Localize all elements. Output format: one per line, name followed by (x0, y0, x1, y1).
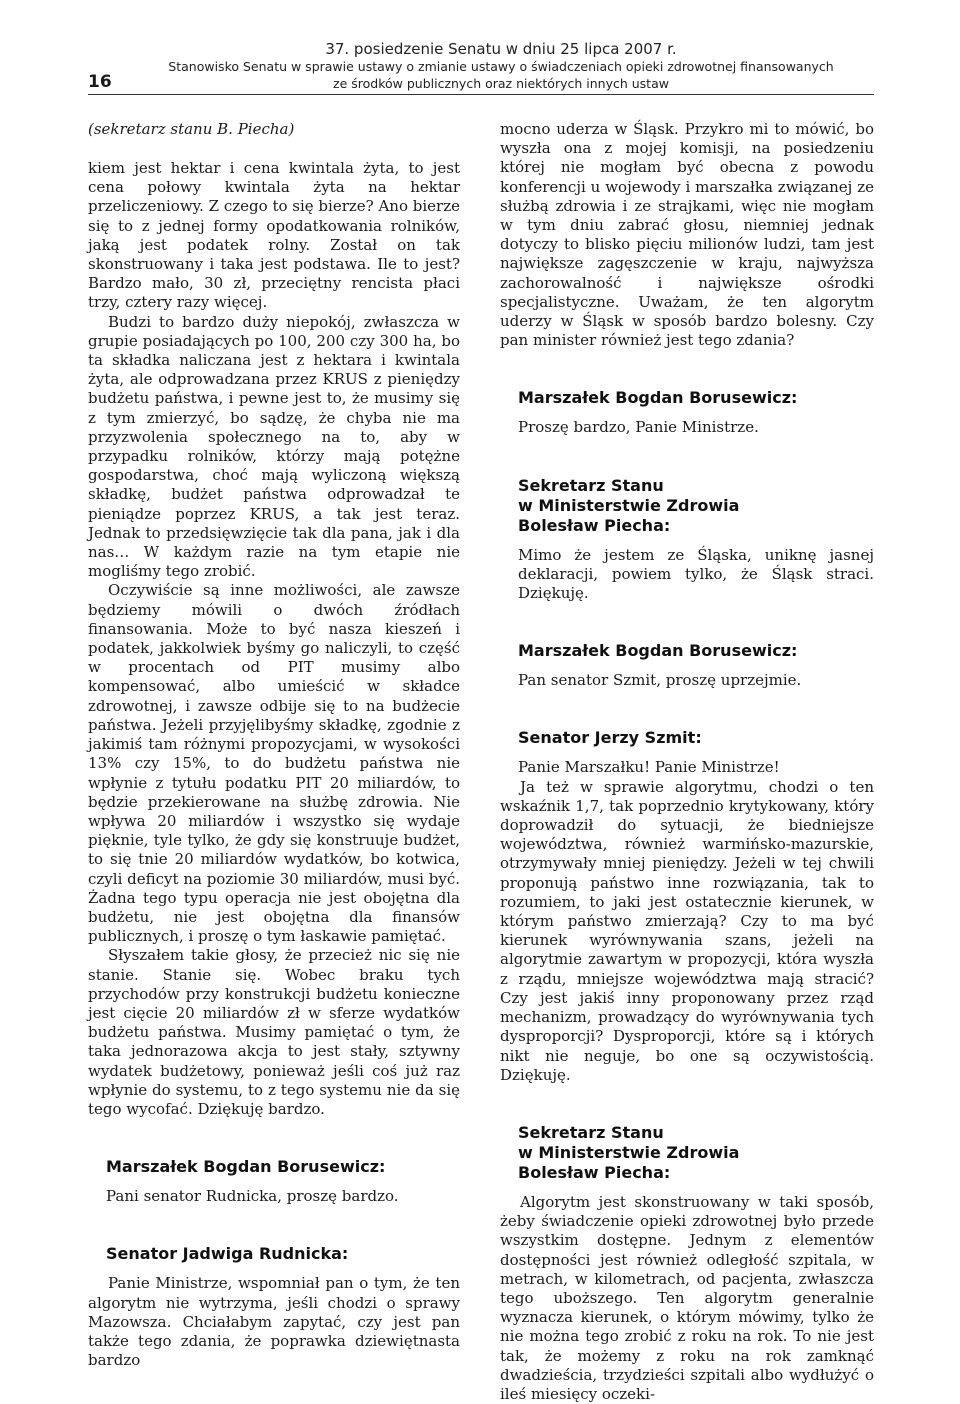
speaker-heading (518, 1123, 874, 1183)
left-column (88, 120, 460, 1370)
right-column (500, 120, 874, 1404)
speaker-heading: Marszałek Bogdan Borusewicz: (518, 388, 798, 408)
page-header (88, 40, 874, 95)
speaker-title-line: Sekretarz Stanu (518, 1122, 664, 1142)
speech-text: Algorytm jest skonstruowany w taki sposób, żeby świadczenie opieki zdrowotnej było przede wszystkim dostępne. Jednym z elementów dostępności jest również odległość szpitala, w metrach, w kilometrach, od pacjenta, zwłaszcza tego uboższego. Ten algorytm generalnie wyznacza kierunek, o którym mówimy, tylko że nie można tego zrobić z roku na rok. To nie jest tak, że możemy z roku na rok zamknąć dwadzieścia, trzydzieści szpitali albo wydłużyć o ileś miesięcy oczeki- (500, 1192, 874, 1403)
paragraph: kiem jest hektar i cena kwintala żyta, to jest cena połowy kwintala żyta na hektar przeliczeniowy. Z czego to się bierze? Ano bierze się to z jednej formy opodatkowania rolników, jaką jest podatek rolny. Został on tak skonstruowany i taka jest podstawa. Ile to jest? Bardzo mało, 30 zł, przeciętny rencista płaci trzy, cztery razy więcej. (88, 159, 460, 312)
speech-text: Pan senator Szmit, proszę uprzejmie. (518, 671, 802, 690)
speech-text: Ja też w sprawie algorytmu, chodzi o ten wskaźnik 1,7, tak poprzednio krytykowany, który doprowadził do sytuacji, że biedniejsze województwa, również warmińsko-mazurskie, otrzymywały mniej pieniędzy. Jeżeli w tej chwili proponują państwo inne rozwiązania, tak to rozumiem, to jaki jest ostatecznie kierunek, w którym państwo zmierzają? Czy to ma być kierunek wyrównywania szans, jeżeli na algorytmie zawartym w propozycji, która wyszła z rządu, mniejsze województwa mają stracić? Czy jest jakiś inny proponowany przez rząd mechanizm, prowadzący do wyrównywania tych dysproporcji? Dysproporcji, które są i których nikt nie neguje, bo one są oczywistością. Dziękuję. (500, 777, 874, 1084)
running-header (128, 40, 874, 92)
speaker-name-line: Bolesław Piecha: (518, 515, 671, 535)
speaker-heading: Marszałek Bogdan Borusewicz: (518, 641, 798, 661)
paragraph: Oczywiście są inne możliwości, ale zawsze będziemy mówili o dwóch źródłach finansowania. Może to być nasza kieszeń i podatek, jakkolwiek byśmy go naliczyli, to część w procentach od PIT musimy albo kompensować, albo umieścić w składce zdrowotnej, i zawsze odbije się to na budżecie państwa. Jeżeli przyjęlibyśmy składkę, zgodnie z jakimiś tam różnymi propozycjami, w wysokości 13% czy 15%, to do budżetu państwa nie wpłynie z tytułu podatku PIT 20 miliardów, to będzie przekierowane na służbę zdrowia. Nie wpływa 20 miliardów i wszystko się wydaje pięknie, tyle tylko, że gdy się konstruuje budżet, to się tnie 20 miliardów wydatków, bo kotwica, czyli deficyt na poziomie 30 miliardów, musi być. Żadna tego typu operacja nie jest obojętna dla budżetu, nie jest obojętna dla finansów publicznych, i proszę o tym łaskawie pamiętać. (88, 581, 460, 946)
paragraph: Budzi to bardzo duży niepokój, zwłaszcza w grupie posiadających po 100, 200 czy 300 ha, bo ta składka naliczana jest z hektara i kwintala żyta, ale odprowadzana przez KRUS z pieniędzy budżetu państwa, i pewne jest to, że musimy się z tym zmierzyć, bo sądzę, że chyba nie ma przyzwolenia społecznego na to, aby w przypadku rolników, którzy mają potężne gospodarstwa, choć mają wyliczoną większą składkę, budżet państwa odprowadzał te pieniądze poprzez KRUS, a tak jest teraz. Jednak to przedsięwzięcie tak dla pana, jak i dla nas… W każdym razie na tym etapie nie mogliśmy tego zrobić. (88, 312, 460, 581)
document-subtitle-line-2: ze środków publicznych oraz niektórych innych ustaw (333, 76, 669, 91)
speaker-title-line: w Ministerstwie Zdrowia (518, 1142, 740, 1162)
session-title: 37. posiedzenie Senatu w dniu 25 lipca 2007 r. (325, 40, 677, 58)
speaker-title-line: Sekretarz Stanu (518, 475, 664, 495)
speech-text: Mimo że jestem ze Śląska, uniknę jasnej deklaracji, powiem tylko, że Śląsk straci. Dziękuję. (518, 545, 874, 603)
speaker-heading: Senator Jerzy Szmit: (518, 728, 702, 748)
speaker-title-line: w Ministerstwie Zdrowia (518, 495, 740, 515)
document-subtitle-line-1: Stanowisko Senatu w sprawie ustawy o zmianie ustawy o świadczeniach opieki zdrowotnej finansowanych (168, 59, 834, 74)
speaker-name-line: Bolesław Piecha: (518, 1162, 671, 1182)
speaker-heading: Marszałek Bogdan Borusewicz: (106, 1157, 386, 1177)
speaker-heading: Senator Jadwiga Rudnicka: (106, 1244, 349, 1264)
speaker-heading (518, 476, 874, 536)
paragraph: Słyszałem takie głosy, że przecież nic się nie stanie. Stanie się. Wobec braku tych przychodów przy konstrukcji budżetu konieczne jest cięcie 20 miliardów zł w sferze wydatków budżetu państwa. Musimy pamiętać o tym, że taka jednorazowa akcja to jest stały, sztywny wydatek budżetowy, ponieważ jeśli coś już raz wpłynie do systemu, to z tego systemu nie da się tego wycofać. Dziękuję bardzo. (88, 946, 460, 1118)
speech-text: Panie Marszałku! Panie Ministrze! (518, 758, 780, 777)
speaker-continuation-note: (sekretarz stanu B. Piecha) (88, 120, 295, 138)
speech-text: Panie Ministrze, wspomniał pan o tym, że ten algorytm nie wytrzyma, jeśli chodzi o sprawy Mazowsza. Chciałabym zapytać, czy jest pan także tego zdania, że poprawka dziewiętnasta bardzo (88, 1274, 460, 1370)
page-number: 16 (88, 72, 112, 92)
paragraph: mocno uderza w Śląsk. Przykro mi to mówić, bo wyszła ona z mojej komisji, na posiedzeniu której nie mogłam być obecna z powodu konferencji u wojewody i marszałka związanej ze służbą zdrowia i ze strajkami, więc nie mogłam w tym dniu zabrać głosu, niemniej jednak dotyczy to blisko pięciu milionów ludzi, tam jest największe zagęszczenie w kraju, najwyższa zachorowalność i największe ośrodki specjalistyczne. Uważam, że ten algorytm uderzy w Śląsk w sposób bardzo bolesny. Czy pan minister również jest tego zdania? (500, 120, 874, 350)
speech-text: Pani senator Rudnicka, proszę bardzo. (106, 1187, 399, 1206)
speech-text: Proszę bardzo, Panie Ministrze. (518, 418, 759, 437)
